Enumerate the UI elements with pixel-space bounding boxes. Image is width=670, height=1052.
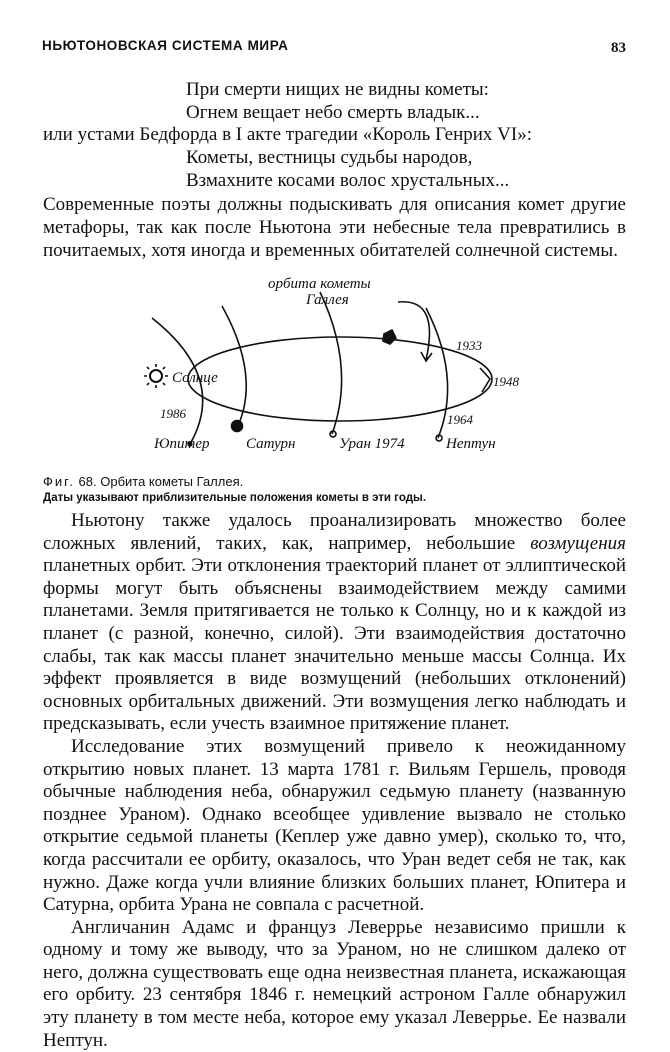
sun-label: Солнце bbox=[172, 370, 218, 386]
paragraph-text: Ньютону также удалось проанализировать множество более сложных явлений, таких, как, например, небольшие bbox=[43, 510, 626, 554]
year-1948-label: 1948 bbox=[493, 374, 519, 389]
uranus-orbit-arc bbox=[320, 292, 342, 434]
saturn-orbit-arc bbox=[222, 306, 246, 430]
paragraph bbox=[43, 510, 626, 736]
text-block-top bbox=[43, 193, 626, 262]
sun-icon bbox=[144, 364, 168, 388]
neptune-label: Нептун bbox=[446, 436, 496, 452]
caption-note: Даты указывают приблизительные положения кометы в эти годы. bbox=[43, 492, 427, 504]
year-1964-label: 1964 bbox=[447, 412, 473, 427]
running-head: НЬЮТОНОВСКАЯ СИСТЕМА МИРА bbox=[42, 38, 289, 53]
page-number: 83 bbox=[611, 40, 626, 56]
orbit-label-line1: орбита кометы bbox=[268, 276, 371, 292]
poem-quote-1 bbox=[186, 78, 489, 124]
saturn-label: Сатурн bbox=[246, 436, 296, 452]
caption-title: 68. Орбита кометы Галлея. bbox=[78, 474, 244, 489]
year-1933-label: 1933 bbox=[456, 338, 482, 353]
paragraph-text: планетных орбит. Эти отклонения траекторий планет от эллиптической формы могут быть объяснены взаимодействием между самими планетами. Земля притягивается не только к Солнцу, но и к каждой из планет (с разной, конечно, силой). Эти взаимодействия достаточно слабы, так как массы планет значительно меньше массы Солнца. Их эффект проявляется в виде возмущений (небольших отклонений) основных орбитальных движений. Эти возмущения легко наблюдать и предсказывать, если учесть взаимное притяжение планет. bbox=[43, 555, 626, 735]
caption-title-line bbox=[43, 473, 626, 490]
poem-line: Взмахните косами волос хрустальных... bbox=[186, 170, 510, 191]
paragraph: Англичанин Адамс и француз Леверрье независимо пришли к одному и тому же выводу, что за Ураном, но не слишком далеко от него, должна существовать еще одна неизвестная планета, искажающая его орбиту. 23 сентября 1846 г. немецкий астроном Галле обнаружил эту планету в том месте неба, которое ему указал Леверрье. Ее назвали Нептун. bbox=[43, 916, 626, 1051]
comet-icon bbox=[383, 330, 396, 344]
jupiter-label: Юпитер bbox=[154, 436, 210, 452]
paragraph: Исследование этих возмущений привело к неожиданному открытию новых планет. 13 марта 1781 г. Вильям Гершель, проводя обычные наблюдения неба, обнаружил седьмую планету (названную позднее Ураном). Однако всеобщее удивление вызвало не столько открытие седьмой планеты (Кеплер уже давно умер), сколько то, что, когда рассчитали ее орбиту, оказалось, что Уран ведет себя не так, как нужно. Даже когда учли влияние близких больших планет, Юпитера и Сатурна, орбита Урана не совпала с расчетной. bbox=[43, 735, 626, 916]
poem-line: При смерти нищих не видны кометы: bbox=[186, 79, 489, 100]
quote-intro-line: или устами Бедфорда в I акте трагедии «Король Генрих VI»: bbox=[43, 124, 532, 145]
orbit-label-line2: Галлея bbox=[306, 292, 349, 308]
paragraph: Современные поэты должны подыскивать для описания комет другие метафоры, так как после Ньютона эти небесные тела превратились в почитаемых, хотя иногда и временных обитателей солнечной системы. bbox=[43, 194, 626, 261]
page-header bbox=[42, 38, 626, 60]
poem-quote-2 bbox=[186, 146, 509, 192]
text-block-main bbox=[43, 510, 626, 1052]
saturn-planet-icon bbox=[232, 421, 243, 432]
figure-caption bbox=[43, 473, 626, 506]
caption-prefix: Фиг. bbox=[43, 474, 75, 489]
halley-orbit-figure bbox=[140, 268, 520, 468]
emphasis-word: возмущения bbox=[530, 532, 626, 554]
year-1986-label: 1986 bbox=[160, 406, 186, 421]
uranus-label: Уран 1974 bbox=[339, 436, 405, 452]
poem-line: Огнем вещает небо смерть владык... bbox=[186, 102, 480, 123]
poem-line: Кометы, вестницы судьбы народов, bbox=[186, 147, 473, 168]
